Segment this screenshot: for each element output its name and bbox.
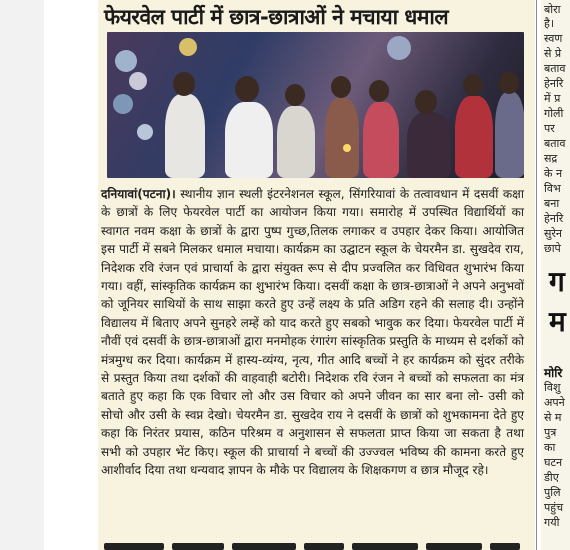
- person-head: [499, 72, 519, 94]
- next-headline-fragment: [102, 541, 522, 550]
- article-photo: [107, 32, 524, 178]
- adjacent-line: सद्र: [544, 152, 558, 165]
- article-body: स्थानीय ज्ञान स्थली इंटरनेशनल स्कूल, सिंगरियावां के तत्वावधान में दसवीं कक्षा के छात्रों के लिए फेयरवेल पार्टी का आयोजन किया गया। समारोह में उपस्थित विद्यार्थियों का स्वागत नवम कक्षा के छात्रों के द्वारा पुष्प गुच्छ,तिलक लगाकर व उपहार देकर किया। आयोजित इस पार्टी में सबने मिलकर धमाल मचाया। कार्यक्रम का उद्घाटन स्कूल के चेयरमैन डा. सुखदेव राय, निदेशक रवि रंजन एवं प्राचार्या के द्वारा संयुक्त रूप से दीप प्रज्वलित कर विधिवत शुभारंभ किया गया। वहीं, सांस्कृतिक कार्यक्रम का शुभारंभ किया। दसवीं कक्षा के छात्र-छात्राओं ने अपने अनुभवों को जूनियर साथियों के साथ साझा करते हुए उन्हें लक्ष्य के प्रति अडिग रहने की सलाह दी। उन्होंने विद्यालय में बिताए अपने सुनहरे लम्हें को याद करते हुए सबको भावुक कर दिया। फेयरवेल पार्टी में नौवीं एवं दसवीं के छात्र-छात्राओं द्वारा मनमोहक रंगारंग सांस्कृतिक प्रस्तुति के माध्यम से दर्शकों को मंत्रमुग्ध कर दिया। कार्यक्रम में हास्य-व्यंग्य, नृत्य, गीत आदि बच्चों ने हर कार्यक्रम को सुंदर तरीके से प्रस्तुत किया तथा दर्शकों की वाहवाही बटोरी। निदेशक रवि रंजन ने बच्चों को सफलता का मंत्र बताते हुए कहा कि एक विचार लो और उस विचार को अपने जीवन का सार बना लो- उसी को सोचो और उसी के स्वप्न देखो। चेयरमैन डा. सुखदेव राय ने दसवीं के छात्रों को शुभकामना देते हुए कहा कि निरंतर प्रयास, कठिन परिश्रम व अनुशासन से सफलता प्राप्त किया जा सकता है तथा सभी को उपहार भेंट किए। स्कूल की प्राचार्या ने बच्चों की उज्ज्वल भविष्य की कामना करते हुए आशीर्वाद दिया तथा धन्यवाद ज्ञापन के मौके पर विद्यालय के शिक्षकगण व छात्र मौजूद रहे।: [101, 187, 524, 478]
- adjacent-line: पर: [544, 122, 555, 135]
- adjacent-line: बना: [544, 197, 560, 210]
- balloon-decoration: [179, 38, 197, 56]
- person: [277, 106, 315, 178]
- left-margin: [0, 0, 44, 550]
- adjacent-line: पहुंच: [544, 501, 564, 514]
- person: [325, 98, 359, 178]
- adjacent-column: [541, 0, 570, 550]
- adjacent-line: में प्र: [544, 92, 561, 105]
- article-text: [101, 185, 524, 480]
- adjacent-line: सुरेन: [544, 227, 563, 240]
- adjacent-line: गोली: [544, 107, 564, 120]
- adjacent-line: हेनरि: [544, 77, 564, 90]
- balloon-decoration: [115, 50, 137, 72]
- person: [363, 102, 399, 178]
- adjacent-line: छापे: [544, 242, 561, 255]
- lamp-flame: [343, 144, 351, 152]
- person: [225, 102, 273, 178]
- adjacent-line: पुलि: [544, 486, 561, 499]
- adjacent-line: का: [544, 441, 556, 454]
- adjacent-line: घटन: [544, 456, 563, 469]
- balloon-decoration: [129, 72, 147, 90]
- person: [455, 96, 493, 178]
- adjacent-line: विशु: [544, 381, 561, 394]
- article-dateline: दनियावां(पटना)।: [101, 187, 176, 201]
- article-headline: फेयरवेल पार्टी में छात्र-छात्राओं ने मचाया धमाल: [104, 5, 449, 29]
- adjacent-line: के न: [544, 167, 563, 180]
- adjacent-line: पुत्र: [544, 426, 557, 439]
- column-divider: [536, 0, 537, 550]
- adjacent-line: से म: [544, 411, 562, 424]
- person: [165, 94, 205, 178]
- person-head: [415, 90, 437, 114]
- adjacent-line: बताव: [544, 62, 566, 75]
- person-head: [331, 76, 351, 98]
- balloon-decoration: [113, 94, 133, 114]
- person-head: [285, 84, 305, 106]
- adjacent-big-headline: ग: [549, 265, 565, 298]
- adjacent-line: है।: [544, 17, 555, 30]
- person-head: [463, 74, 483, 96]
- adjacent-line: अपने: [544, 396, 565, 409]
- adjacent-bold-line: मोरि: [544, 366, 563, 380]
- adjacent-line: डीए: [544, 471, 559, 484]
- person: [407, 112, 451, 178]
- balloon-decoration: [137, 124, 153, 140]
- adjacent-line: से प्रे: [544, 47, 562, 60]
- person-head: [369, 80, 389, 102]
- adjacent-line: बोरा: [544, 3, 561, 16]
- adjacent-big-headline: म: [549, 305, 566, 338]
- person: [495, 92, 524, 178]
- balloon-decoration: [387, 36, 411, 60]
- adjacent-line: हेनरि: [544, 212, 564, 225]
- adjacent-line: गयी: [544, 516, 560, 529]
- person-head: [235, 76, 259, 102]
- adjacent-line: स्वण: [544, 32, 563, 45]
- adjacent-line: विभ: [544, 182, 561, 195]
- person-head: [173, 72, 195, 96]
- adjacent-line: बताव: [544, 137, 566, 150]
